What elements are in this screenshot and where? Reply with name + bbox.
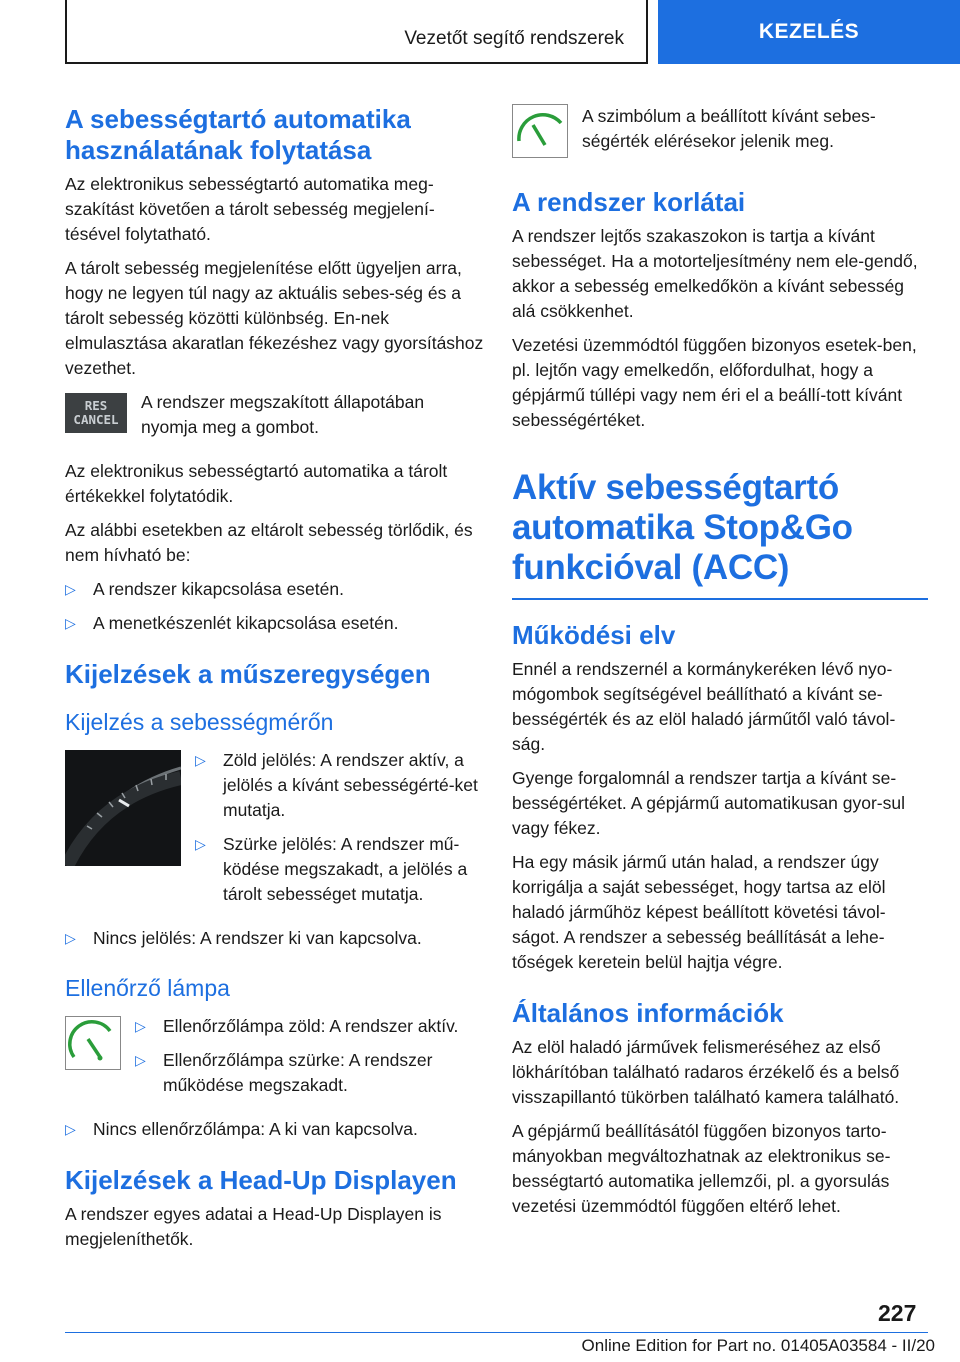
res-cancel-figure xyxy=(65,390,485,449)
paragraph: Az elöl haladó járművek felismeréséhez az első lökhárítóban található radaros érzékelő és a belső visszapillantó tükörben található kamera található. xyxy=(512,1037,900,1107)
triangle-bullet-icon: ▷ xyxy=(135,1018,146,1034)
paragraph: A tárolt sebesség megjelenítése előtt ügyeljen arra, hogy ne legyen túl nagy az aktuális sebes-ség és a tárolt sebesség közötti különbség. En-nek elmulasztása akaratlan fékezéshez vagy gyorsításhoz vezethet. xyxy=(65,258,484,378)
paragraph: A gépjármű beállításától függően bizonyos tarto-mányokban megváltozhatnak az elektronikus se-bességtartó automatika jellemzői, pl. a gyorsulás vezetési üzemmódtól függően eltérő lehet. xyxy=(512,1121,891,1216)
heading-speedometer: Kijelzés a sebességmérőn xyxy=(65,709,334,735)
chapter-tab: KEZELÉS xyxy=(658,0,960,64)
paragraph: A rendszer egyes adatai a Head-Up Displayen is megjeleníthetők. xyxy=(65,1204,442,1249)
triangle-bullet-icon: ▷ xyxy=(195,836,206,852)
list-item: ▷ A menetkészenlét kikapcsolása esetén. xyxy=(65,611,485,636)
speedometer-image xyxy=(65,750,181,866)
section-title: Vezetőt segítő rendszerek xyxy=(404,28,624,49)
heading-hud: Kijelzések a Head-Up Displayen xyxy=(65,1165,457,1195)
indicator-lamp-image xyxy=(65,1016,121,1070)
res-cancel-button-icon xyxy=(65,393,127,433)
cancel-label: CANCEL xyxy=(73,412,119,427)
list-item: ▷ Ellenőrzőlámpa zöld: A rendszer aktív. xyxy=(135,1014,485,1039)
list-item: ▷ Nincs jelölés: A rendszer ki van kapcsolva. xyxy=(65,926,485,951)
indicator-lamp-list xyxy=(135,1014,485,1107)
paragraph: Az elektronikus sebességtartó automatika meg-szakítást követően a tárolt sebesség megjelení-tésével folytatható. xyxy=(65,174,435,244)
heading-rule xyxy=(512,598,928,600)
paragraph: A rendszer lejtős szakaszokon is tartja a kívánt sebességet. Ha a motorteljesítmény nem ele-gendő, akkor a sebesség emelkedőkön a kívánt sebesség alá csökkenhet. xyxy=(512,226,918,321)
symbol-image xyxy=(512,104,568,158)
heading-indicator-lamp: Ellenőrző lámpa xyxy=(65,975,230,1001)
paragraph: Az alábbi esetekben az eltárolt sebesség törlődik, és nem hívható be: xyxy=(65,520,473,565)
heading-principle: Működési elv xyxy=(512,620,676,650)
symbol-text: A szimbólum a beállított kívánt sebes-ségérték elérésekor jelenik meg. xyxy=(582,106,876,151)
list-item: ▷ A rendszer kikapcsolása esetén. xyxy=(65,577,485,602)
triangle-bullet-icon: ▷ xyxy=(65,1121,76,1137)
heading-resume: A sebességtartó automatika használatának folytatása xyxy=(65,104,411,165)
page-header xyxy=(0,0,960,66)
triangle-bullet-icon: ▷ xyxy=(135,1052,146,1068)
paragraph: Az elektronikus sebességtartó automatika a tárolt értékekkel folytatódik. xyxy=(65,461,448,506)
list-item: ▷ Ellenőrzőlámpa szürke: A rendszer működése megszakadt. xyxy=(135,1050,433,1095)
indicator-lamp-figure xyxy=(65,1014,485,1107)
paragraph: Ha egy másik jármű után halad, a rendszer úgy korrigálja a saját sebességet, hogy tartsa az elöl haladó járműhöz képest beállított követési távol-ságot. A rendszer a sebesség beállítását a lehe-tőségek keretein belül hajtja végre. xyxy=(512,852,886,972)
edition-note: Online Edition for Part no. 01405A03584 - II/20 xyxy=(581,1336,935,1355)
speedometer-list xyxy=(195,748,485,916)
triangle-bullet-icon: ▷ xyxy=(195,752,206,768)
triangle-bullet-icon: ▷ xyxy=(65,581,76,597)
right-column xyxy=(512,104,928,1228)
triangle-bullet-icon: ▷ xyxy=(65,615,76,631)
list-item: ▷ Nincs ellenőrzőlámpa: A ki van kapcsolva. xyxy=(65,1117,485,1142)
heading-acc: Aktív sebességtartó automatika Stop&Go funkcióval (ACC) xyxy=(512,468,853,587)
symbol-figure xyxy=(512,104,928,163)
speedometer-arc-icon xyxy=(65,750,181,866)
paragraph: Vezetési üzemmódtól függően bizonyos esetek-ben, pl. lejtőn vagy emelkedőn, előfordulhat, hogy a gépjármű túllépi vagy nem éri el a beállí-tott kívánt sebességértéket. xyxy=(512,335,917,430)
heading-displays: Kijelzések a műszeregységen xyxy=(65,659,431,689)
footer-rule xyxy=(65,1332,928,1333)
res-label: RES xyxy=(84,398,108,413)
left-column xyxy=(65,104,485,1261)
paragraph: Gyenge forgalomnál a rendszer tartja a kívánt se-bességértéket. A gépjármű automatikusan gyor-sul vagy fékez. xyxy=(512,768,905,838)
list-item: ▷ Szürke jelölés: A rendszer mű-ködése megszakadt, a jelölés a tárolt sebességet mutatja. xyxy=(195,834,468,904)
speedometer-figure xyxy=(65,748,485,916)
cruise-control-lamp-icon xyxy=(66,1017,120,1069)
page-number: 227 xyxy=(878,1300,917,1326)
triangle-bullet-icon: ▷ xyxy=(65,930,76,946)
res-cancel-text: A rendszer megszakított állapotában nyomja meg a gombot. xyxy=(141,392,425,437)
paragraph: Ennél a rendszernél a kormánykeréken lévő nyo-mógombok segítségével beállítható a kívánt se-bességérték és az elöl haladó járműtől való távol-ság. xyxy=(512,659,896,754)
heading-general: Általános információk xyxy=(512,998,784,1028)
heading-limits: A rendszer korlátai xyxy=(512,187,746,217)
list-item: ▷ Zöld jelölés: A rendszer aktív, a jelölés a kívánt sebességérté-ket mutatja. xyxy=(195,750,478,820)
cruise-control-lamp-icon xyxy=(513,105,567,157)
